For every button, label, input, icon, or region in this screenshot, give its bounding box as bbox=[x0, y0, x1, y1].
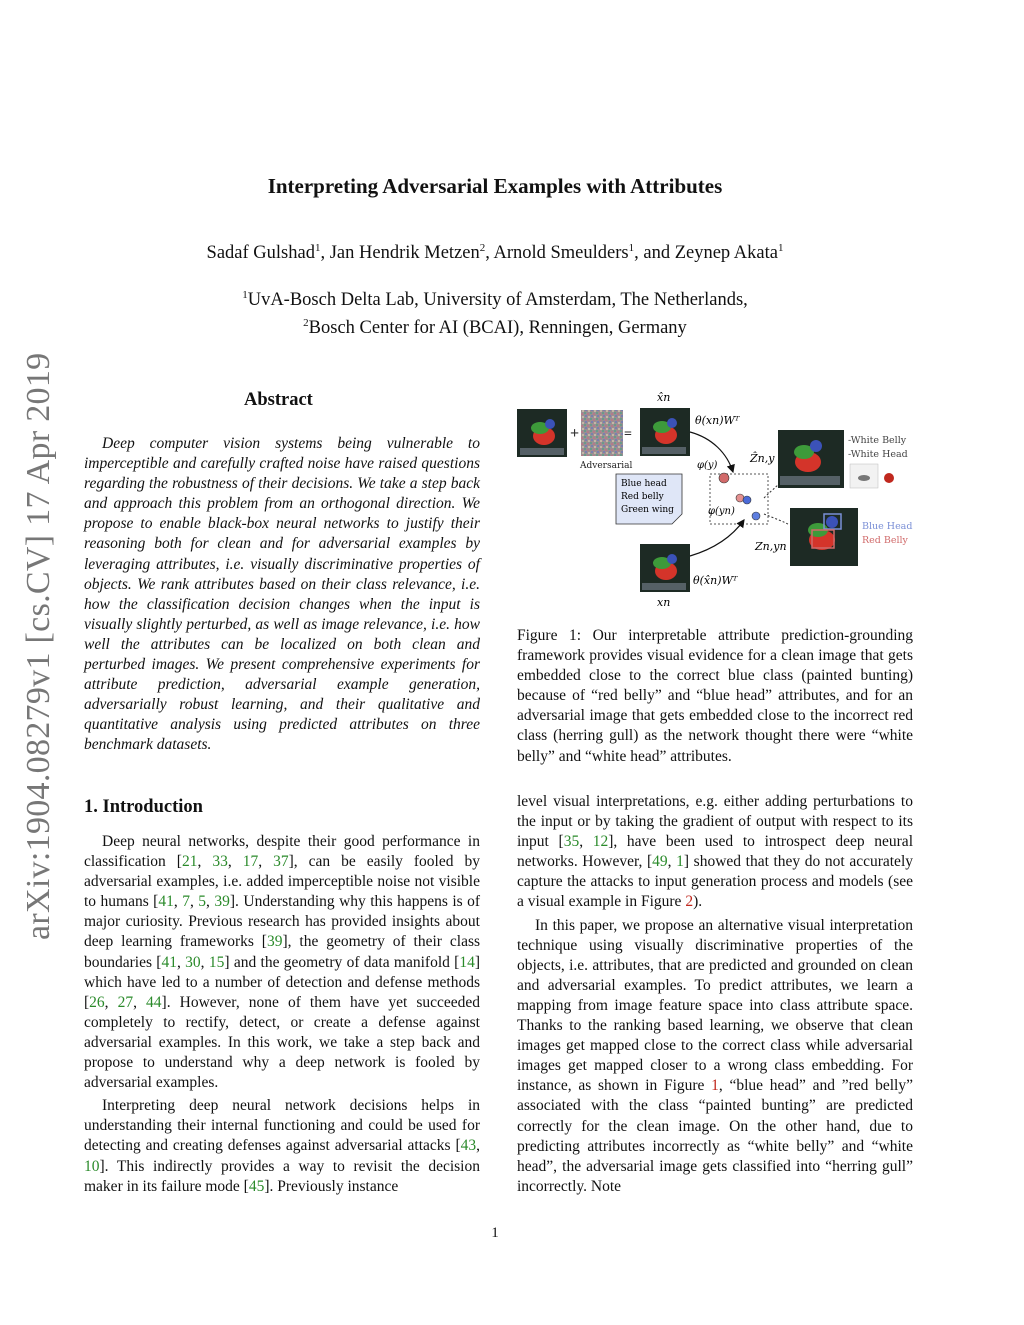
affiliation-line bbox=[0, 284, 990, 312]
citation-link[interactable]: 26 bbox=[89, 993, 105, 1011]
text-run: ). bbox=[693, 893, 703, 911]
x-n-label: xn bbox=[657, 596, 671, 609]
text-run: Interpreting deep neural network decisions helps in understanding their internal functioning and could be used for detecting and creating defenses against adversarial attacks [ bbox=[84, 1097, 480, 1155]
citation-link[interactable]: 14 bbox=[459, 953, 475, 971]
text-run: ] which have led to a number of detection and defense methods [ bbox=[84, 953, 481, 1011]
citation-link[interactable]: 5 bbox=[198, 893, 207, 911]
adv-output-attr: -White Head bbox=[848, 449, 908, 460]
citation-link[interactable]: 49 bbox=[652, 853, 668, 871]
author-name: Sadaf Gulshad bbox=[206, 243, 315, 264]
clean-grounding-image bbox=[790, 508, 858, 566]
abstract-heading: Abstract bbox=[244, 390, 313, 410]
citation-link[interactable]: 44 bbox=[146, 993, 162, 1011]
clean-input-bird-image bbox=[640, 544, 690, 592]
page-number: 1 bbox=[491, 1225, 499, 1241]
citation-link[interactable]: 39 bbox=[266, 933, 283, 951]
citation-link[interactable]: 1 bbox=[676, 853, 684, 871]
text-run: ]. However, none of them have yet succeeded completely to rectify, detect, or create a defense against adversarial examples. In this work, we take a step back and propose to understand why a deep network is fooled by adversarial examples. bbox=[84, 993, 480, 1092]
author-name: Jan Hendrik Metzen bbox=[329, 243, 480, 264]
text-run: ] and the geometry of data manifold [ bbox=[224, 953, 460, 971]
citation-link[interactable]: 45 bbox=[248, 1177, 265, 1195]
caption-label: Figure 1: bbox=[517, 627, 582, 644]
figure-caption bbox=[517, 626, 913, 767]
red-class-marker bbox=[884, 473, 894, 483]
author-separator: , and bbox=[634, 243, 675, 264]
text-run: ], the geometry of their class boundaries [ bbox=[84, 933, 481, 971]
citation-link[interactable]: 33 bbox=[212, 853, 228, 871]
citation-link[interactable]: 7 bbox=[182, 893, 190, 911]
citation-link[interactable]: 35 bbox=[563, 833, 580, 851]
affiliations bbox=[0, 284, 990, 340]
attr-note-item: Red belly bbox=[621, 492, 664, 502]
text-run: ]. This indirectly provides a way to revisit the decision maker in its failure mode [ bbox=[84, 1157, 480, 1195]
citation-link[interactable]: 37 bbox=[273, 853, 289, 871]
author-affil-mark: 1 bbox=[777, 242, 784, 254]
z-hat-label: Ẑn,y bbox=[750, 452, 775, 465]
author-separator: , bbox=[485, 243, 494, 264]
clean-output-attr: Blue Head bbox=[862, 521, 913, 532]
caption-text bbox=[517, 626, 913, 767]
arxiv-identifier: arXiv:1904.08279v1 [cs.CV] 17 Apr 2019 bbox=[20, 352, 57, 940]
citation-link[interactable]: 10 bbox=[84, 1157, 100, 1175]
herring-gull-thumbnail bbox=[850, 464, 878, 488]
citation-link[interactable]: 15 bbox=[208, 953, 225, 971]
plus-icon: + bbox=[570, 425, 580, 442]
affiliation-mark: 2 bbox=[303, 317, 309, 330]
adversarial-grounding-image bbox=[778, 430, 844, 488]
figure-link[interactable]: 1 bbox=[711, 1077, 719, 1095]
text-run: In this paper, we propose an alternative visual interpretation technique using visually discriminative properties of the objects, i.e. attributes, that are predicted and grounded on clean and adversarial examples. To predict attributes, we learn a mapping from image feature space into class attribute space. Thanks to the ranking based learning, we observe that clean images get mapped close to the correct class while adversarial images get mapped closer to a wrong class embedding. For instance, as shown in Figure bbox=[517, 916, 913, 1095]
affiliation-line bbox=[0, 312, 990, 340]
equals-icon: = bbox=[624, 427, 632, 442]
citation-link[interactable]: 17 bbox=[242, 853, 259, 871]
figure-1 bbox=[512, 388, 917, 616]
right-paragraph-2 bbox=[517, 916, 913, 1197]
clean-attribute-note bbox=[616, 474, 682, 524]
text-run: Deep neural networks, despite their good performance in classification [ bbox=[84, 833, 480, 871]
author-name: Zeynep Akata bbox=[674, 243, 778, 264]
citation-link[interactable]: 30 bbox=[185, 953, 201, 971]
section-heading-introduction: 1. Introduction bbox=[84, 797, 203, 817]
z-clean-label: Zn,yn bbox=[755, 540, 787, 553]
adversarial-noise-image bbox=[581, 410, 623, 456]
author-list bbox=[0, 242, 990, 264]
citation-link[interactable]: 41 bbox=[161, 953, 177, 971]
page-title: Interpreting Adversarial Examples with Attributes bbox=[267, 174, 723, 198]
author-affil-mark: 1 bbox=[628, 242, 635, 254]
text-run: ], can be easily fooled by adversarial examples, i.e. added imperceptible noise not visible to humans [ bbox=[84, 853, 480, 911]
adversarial-label: Adversarial bbox=[580, 461, 633, 471]
attr-note-item: Blue head bbox=[621, 479, 667, 489]
citation-link[interactable]: 21 bbox=[181, 853, 198, 871]
x-hat-n-label: x̂n bbox=[657, 391, 671, 404]
embedding-space bbox=[690, 432, 788, 556]
introduction-left-column bbox=[84, 832, 480, 1197]
citation-link[interactable]: 41 bbox=[158, 893, 174, 911]
author-affil-mark: 1 bbox=[314, 242, 321, 254]
clean-bird-image bbox=[517, 409, 567, 457]
caption-body: Our interpretable attribute prediction-grounding framework provides visual evidence for a clean image that gets embedded close to the correct blue class (painted bunting) because of “red belly” and “blue head” attributes, and for an adversarial image that gets embedded close to the incorrect red class (herring gull) as the network thought there were “white belly” and “white head” attributes. bbox=[517, 627, 914, 765]
citation-link[interactable]: 27 bbox=[117, 993, 134, 1011]
introduction-right-column bbox=[517, 792, 913, 1197]
text-run: ] showed that they do not accurately capture the attacks to input generation process and models (see a visual example in Figure bbox=[517, 853, 913, 911]
phi-yn-label: φ(yn) bbox=[708, 506, 735, 517]
intro-paragraph-2: Interpreting deep neural network decisions helps in understanding their internal functioning and could be used for detecting and creating defenses against adversarial attacks [43, 10]. This indirectly provides a way to revisit the decision maker in its failure mode [45]. Previously instance bbox=[84, 1097, 480, 1195]
clean-output-attr: Red Belly bbox=[862, 535, 908, 546]
theta-adv-label: θ(xn)Wᵀ bbox=[695, 414, 740, 427]
adversarial-bird-image bbox=[640, 408, 690, 456]
theta-clean-label: θ(x̂n)Wᵀ bbox=[693, 574, 738, 587]
author-separator: , bbox=[320, 243, 330, 264]
text-run: ]. Previously instance bbox=[264, 1177, 399, 1195]
citation-link[interactable]: 43 bbox=[460, 1137, 477, 1155]
affiliation-text: Bosch Center for AI (BCAI), Renningen, Germany bbox=[308, 318, 687, 339]
abstract-text: Deep computer vision systems being vulnerable to imperceptible and carefully crafted noise have raised questions regarding the robustness of their decisions. We take a step back and approach this problem from an orthogonal direction. We propose to enable black-box neural networks to justify their reasoning both for clean and for adversarial examples by leveraging attributes, i.e. visually discriminative properties of objects. We rank attributes based on their class relevance, i.e. how the classification decision changes when the input is visually slightly perturbed, as well as image relevance, i.e. how well the attributes can be localized on both clean and perturbed images. We present comprehensive experiments for attribute prediction, adversarial example generation, adversarially robust learning, and their qualitative and quantitative analysis using predicted attributes on three benchmark datasets. bbox=[84, 435, 480, 754]
affiliation-mark: 1 bbox=[242, 289, 248, 301]
affiliation-text: UvA-Bosch Delta Lab, University of Amsterdam, The Netherlands, bbox=[247, 290, 748, 311]
abstract-body bbox=[84, 434, 480, 756]
text-run: ], have been used to introspect deep neural networks. However, [ bbox=[517, 833, 913, 871]
text-run: ]. Understanding why this happens is of major curiosity. Previous research has provided insights about deep learning frameworks [ bbox=[84, 893, 481, 951]
citation-link[interactable]: 39 bbox=[214, 893, 230, 911]
intro-paragraph-1: Deep neural networks, despite their good performance in classification [21, 33, 17, 37], can be easily fooled by adversarial examples, i.e. added imperceptible noise not visible to humans [41, 7, 5, 39]. Understanding why this happens is of major curiosity. Previous research has provided insights about deep learning frameworks [39], the geometry of their class boundaries [41, 30, 15] and the geometry of data manifold [14] which have led to a number of detection and defense methods [26, 27, 44]. However, none of them have yet succeeded completely to rectify, detect, or create a defense against adversarial examples. In this work, we take a step back and propose to understand why a deep network is fooled by adversarial examples. bbox=[84, 833, 481, 1092]
citation-link[interactable]: 12 bbox=[592, 833, 609, 851]
phi-y-label: φ(y) bbox=[697, 460, 718, 471]
author-affil-mark: 2 bbox=[479, 242, 486, 254]
author-name: Arnold Smeulders bbox=[493, 243, 629, 264]
text-run: , “blue head” and ”red belly” associated with the class “painted bunting” are predicted correctly for the clean image. On the other hand, due to predicting attributes incorrectly as “white belly” and “white head”, the adversarial image gets classified into “herring gull” incorrectly. Note bbox=[517, 1077, 913, 1195]
adv-output-attr: -White Belly bbox=[848, 435, 907, 446]
figure-1-diagram bbox=[512, 388, 917, 616]
right-paragraph-1: level visual interpretations, e.g. either adding perturbations to the input or by taking the gradient of output with respect to its input [35, 12], have been used to introspect deep neural networks. However, [49, 1] showed that they do not accurately capture the attacks to input generation process and models (see a visual example in Figure 2). bbox=[517, 793, 913, 911]
attr-note-item: Green wing bbox=[621, 505, 674, 515]
figure-link[interactable]: 2 bbox=[685, 893, 694, 911]
text-run: level visual interpretations, e.g. either adding perturbations to the input or by taking the gradient of output with respect to its input [ bbox=[517, 793, 913, 851]
